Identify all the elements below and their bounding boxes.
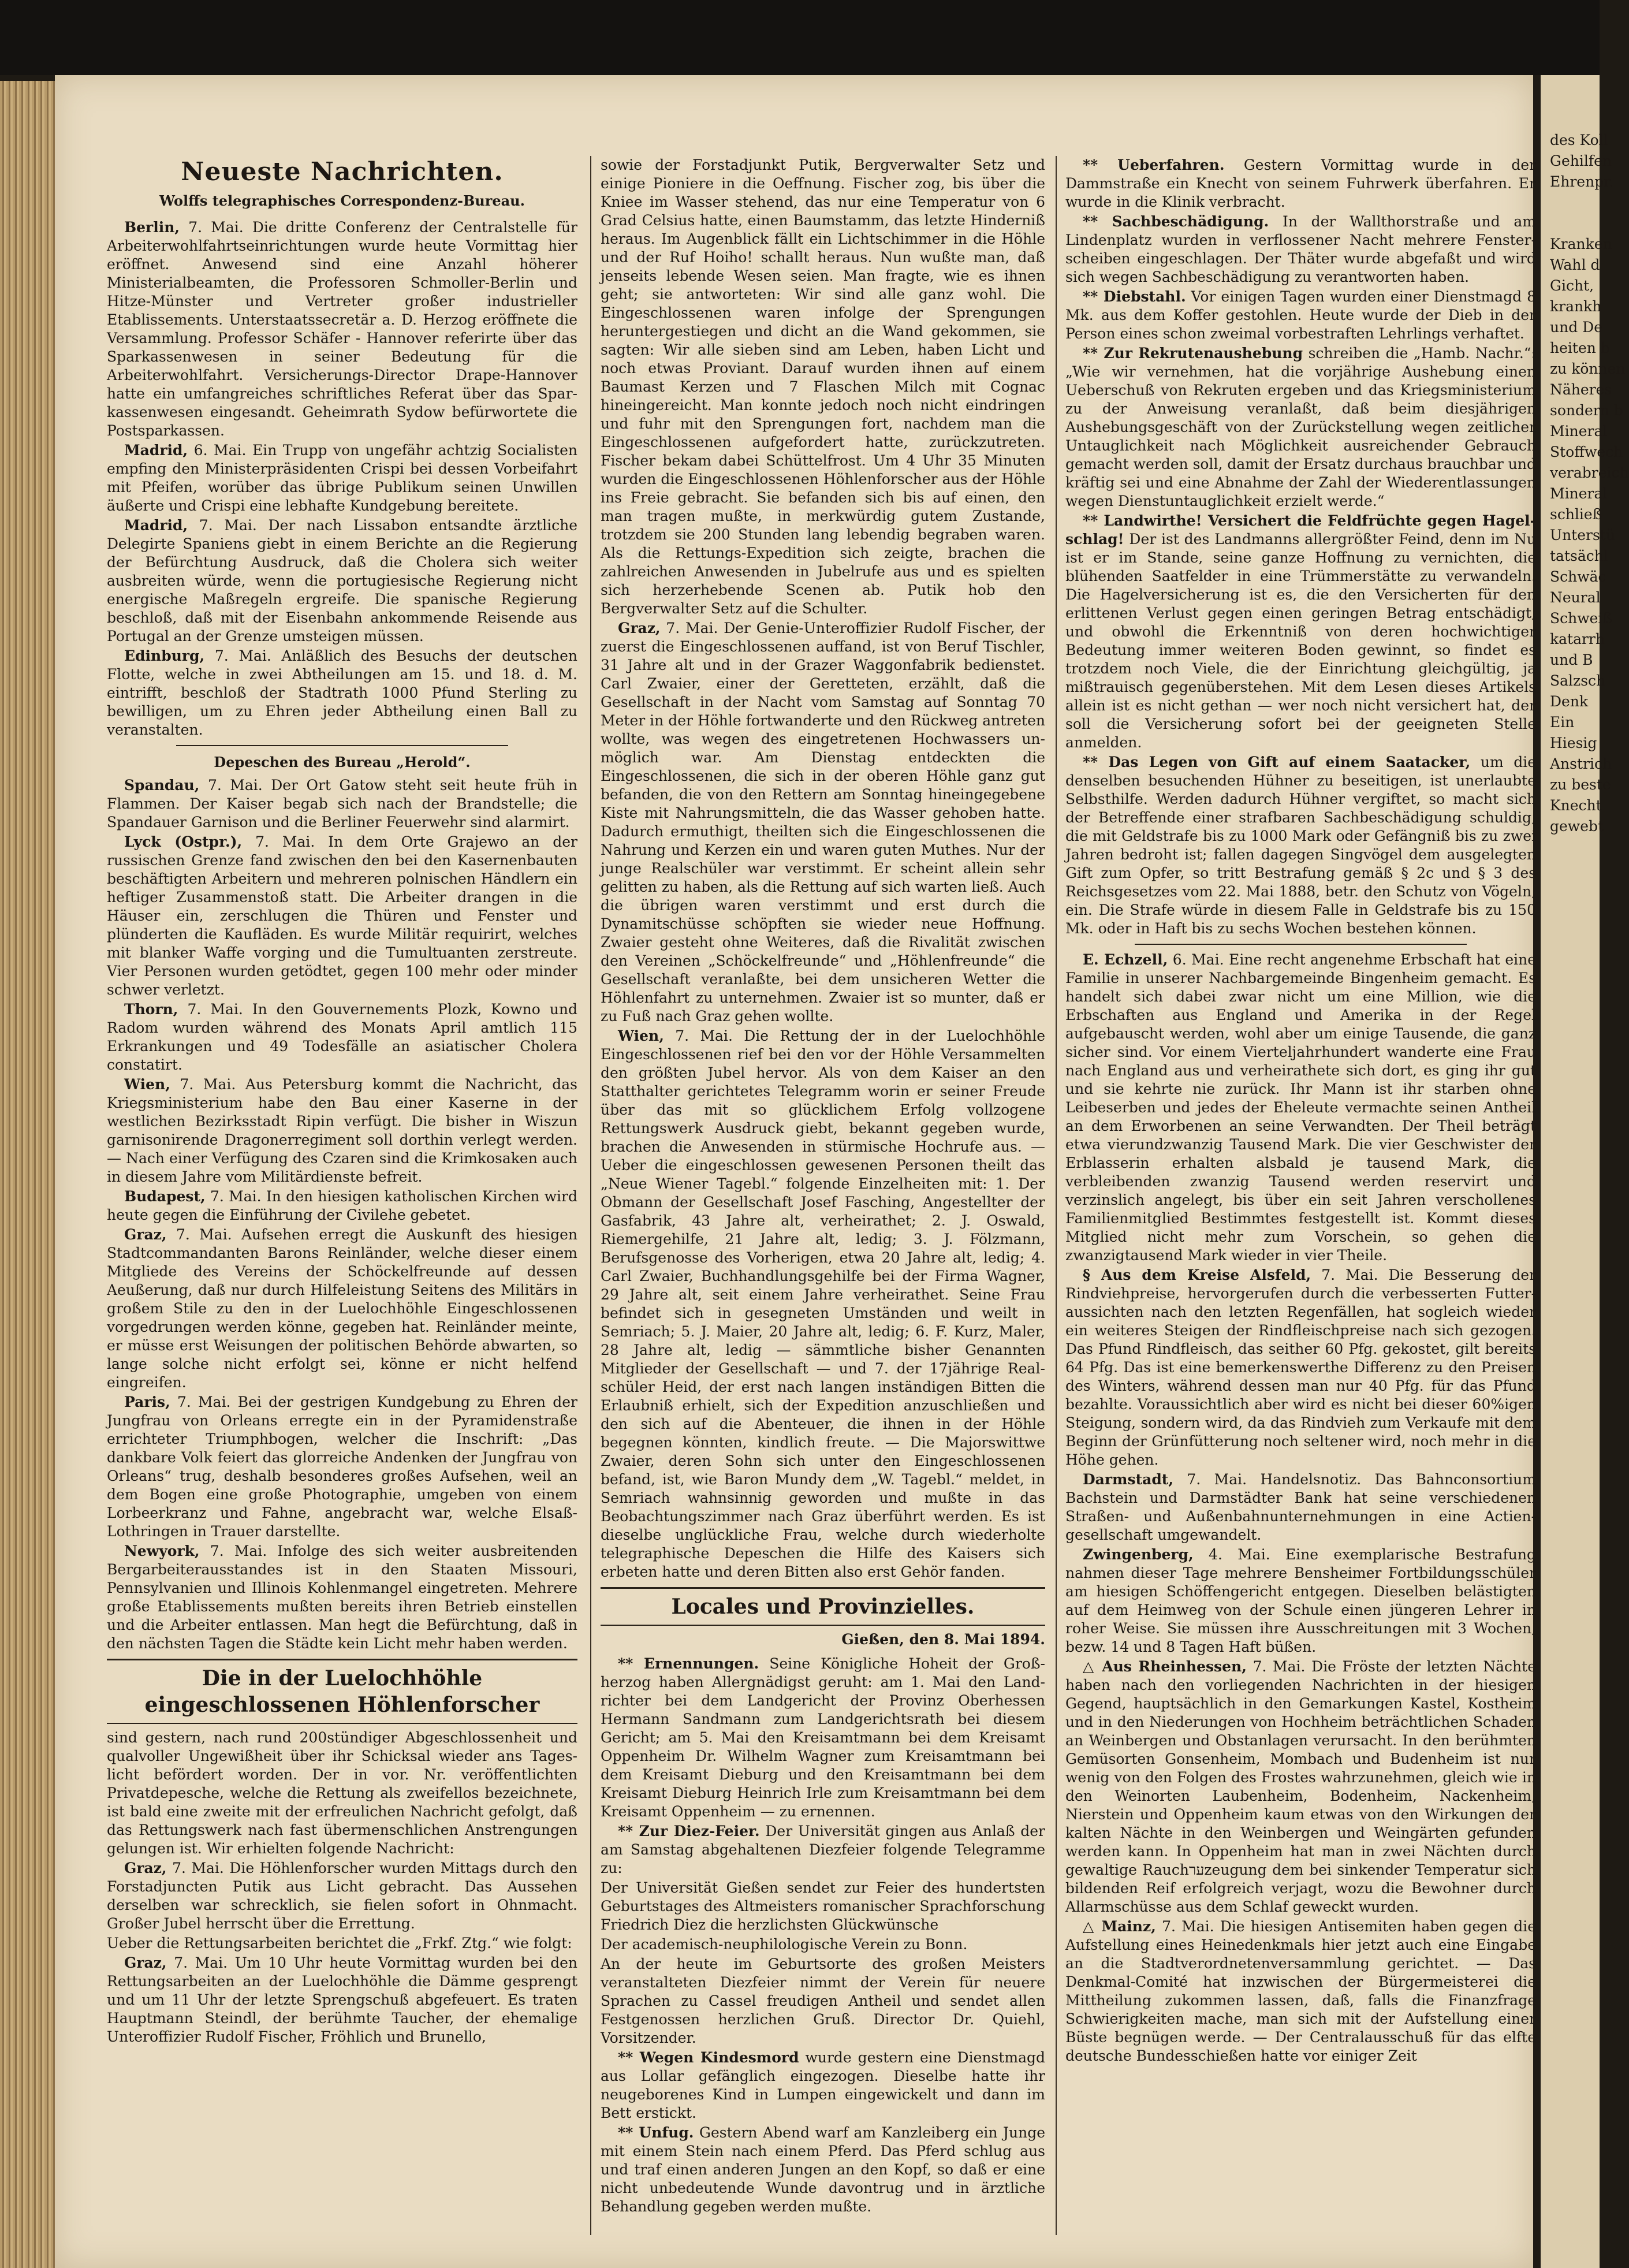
adjacent-page-line: zu können	[1550, 360, 1626, 377]
paragraph-lead: Newyork,	[124, 1543, 200, 1559]
article-paragraph	[107, 516, 577, 646]
paragraph-text: 7. Mai. Anläßlich des Besuchs der deutschen Flotte, welche in zwei Abtheilungen am 15. und 18. d. M. eintrifft, beschloß der Stadtrath 1000 Pfund Sterling zu bewilligen, um zu Ehren jeder Abtheilung einen Ball zu veranstalten.	[107, 647, 577, 738]
divider	[176, 745, 508, 746]
paragraph-text: wurde gestern eine Dienstmagd aus Lollar gefänglich eingezogen. Dieselbe hatte ihr neugeborenes Kind in Lumpen eingewickelt und dann im Bett erstickt.	[601, 2049, 1045, 2121]
adjacent-page-line: Näheres	[1550, 381, 1612, 398]
article-heading-cave: Die in der Luelochhöhle eingeschlossenen Höhlenforscher	[107, 1659, 577, 1724]
adjacent-page-line: schließ	[1550, 506, 1602, 523]
adjacent-page-line: Gehilfen	[1550, 152, 1612, 169]
paragraph-lead: △ Mainz,	[1083, 1918, 1156, 1935]
paragraph-text: Gestern Abend warf am Kanzleiberg ein Junge mit einem Stein nach einem Pferd. Das Pferd schlug aus und traf einen anderen Jungen an den Kopf, so daß er eine nicht unbedeutende Wunde davontrug und in ärztliche Behandlung gegeben werden mußte.	[601, 2124, 1045, 2215]
adjacent-page-line: zu beste	[1550, 776, 1611, 793]
article-paragraph	[601, 2124, 1045, 2216]
article-paragraph	[107, 647, 577, 739]
paragraph-text: 7. Mai. Die hiesigen Antisemiten haben gegen die Aufstellung eines Heinedenkmals hier jetzt auch eine Eingabe an die Stadtverordnetenversammlung gerichtet. — Das Denkmal-Comité hat inzwischen der Bürgermeisterei die Mittheilung zukommen lassen, daß, falls die Finanzfrage Schwierigkeiten mache, man sich mit der Aufstellung einer Büste begnügen werde. — Der Centralausschuß für das elfte deutsche Bundesschießen hatte vor einiger Zeit	[1065, 1918, 1536, 2064]
column-1	[107, 156, 577, 2241]
adjacent-page-line: des Koll	[1550, 132, 1608, 148]
article-paragraph	[107, 833, 577, 999]
adjacent-page-line: Unterstü	[1550, 527, 1615, 543]
paragraph-lead: Wien,	[124, 1076, 170, 1093]
paragraph-lead: ** Ueberfahren.	[1083, 157, 1225, 173]
paragraph-lead: ** Zur Rekrutenaushebung	[1083, 345, 1303, 362]
article-paragraph	[601, 156, 1045, 618]
article-paragraph	[1065, 1470, 1536, 1544]
adjacent-page-line: Mineral	[1550, 485, 1608, 502]
article-paragraph	[1065, 344, 1536, 511]
local-news-items-continued	[1065, 156, 1536, 938]
article-paragraph	[107, 1393, 577, 1541]
paragraph-lead: E. Echzell,	[1083, 951, 1168, 968]
paragraph-text: 7. Mai. In dem Orte Grajewo an der russischen Grenze fand zwischen den bei den Kasernenbauten beschäftigten Arbeitern und mehreren polnischen Händlern ein heftiger Zusammenstoß statt. Die Arbeiter drangen in die Häuser ein, zerschlugen die Thüren und Fenster und plünderten die Kaufläden. Es wurde Militär requirirt, welches mit blanker Waffe vorging und die Tumultuanten zerstreute. Vier Personen wurden getödtet, gegen 100 mehr oder minder schwer verletzt.	[107, 833, 577, 998]
article-paragraph	[1065, 1658, 1536, 1916]
article-paragraph	[1065, 156, 1536, 211]
paragraph-text: um die denselben besuchenden Hühner zu beseitigen, ist unerlaubte Selbsthilfe. Werden dadurch Hühner vergiftet, so macht sich der Betreffende einer strafbaren Sachbeschädigung schuldig, die mit Geldstrafe bis zu 1000 Mark oder Gefängniß bis zu zwei Jahren bedroht ist; fallen dagegen Singvögel dem ausgelegten Gift zum Opfer, so tritt Bestrafung gemäß § 2c und § 3 des Reichsgesetzes vom 22. Mai 1888, betr. den Schutz von Vögeln, ein. Die Strafe würde in diesem Falle in Geldstrafe bis zu 150 Mk. oder in Haft bis zu sechs Wochen bestehen können.	[1065, 754, 1536, 937]
cave-article	[107, 1729, 577, 2046]
article-paragraph	[601, 1879, 1045, 1934]
adjacent-page	[1541, 75, 1629, 2268]
adjacent-page-line: Schweiß	[1550, 610, 1613, 627]
column-3	[1065, 156, 1536, 2241]
adjacent-page-line: Mineral	[1550, 423, 1608, 440]
paragraph-lead: Madrid,	[124, 517, 188, 534]
adjacent-page-line: verabreich	[1550, 464, 1629, 481]
paragraph-lead: Paris,	[124, 1394, 170, 1410]
adjacent-page-line: Denk	[1550, 693, 1589, 710]
paragraph-lead: Wien,	[618, 1027, 664, 1044]
adjacent-page-line: Wahl d	[1550, 256, 1600, 273]
paragraph-text: In der Wallthorstraße und am Lindenplatz wurden in verflossener Nacht mehrere Fensterscheiben eingeschlagen. Der Thäter wurde abgefaßt und wird sich wegen Sachbeschädigung zu verantworten haben.	[1065, 213, 1536, 285]
paragraph-lead: ** Das Legen von Gift auf einem Saatacker,	[1083, 754, 1471, 770]
divider	[1135, 944, 1467, 945]
paragraph-text: 7. Mai. Die Fröste der letzten Nächte haben nach den vorliegenden Nachrichten in der hiesigen Gegend, hauptsächlich in den Gemarkungen Kastel, Kostheim und in den Niederungen von Hochheim beträchtlichen Schaden an Weinbergen und Obstanlagen verursacht. In den berühmten Gemüsorten Gonsenheim, Mombach und Budenheim ist nur wenig von den Folgen des Frostes wahrzunehmen, gleich wie in den Weinorten Laubenheim, Bodenheim, Nackenheim, Nierstein und Oppenheim kaum etwas von den Wirkungen der kalten Nächte in den Weinbergen und Weingärten gefunden werden kann. In Oppenheim hat man in zwei Nächten durch gewaltige Rauchערzeugung dem bei sinkender Temperatur sich bildenden Reif erfolgreich verjagt, wozu die Bewohner durch Allarmschüsse aus dem Schlaf geweckt wurden.	[1065, 1658, 1537, 1915]
paragraph-text: 7. Mai. In den hiesigen katholischen Kirchen wird heute gegen die Einführung der Civilehe gebetet.	[107, 1188, 577, 1223]
paragraph-lead: ** Diebstahl.	[1083, 288, 1186, 305]
paragraph-lead: Zwingenberg,	[1083, 1546, 1194, 1563]
paragraph-lead: Thorn,	[124, 1001, 178, 1018]
paragraph-text: Vor einigen Tagen wurden einer Dienstmagd 8 Mk. aus dem Koffer gestohlen. Heute wurde der Dieb in der Person eines schon zweimal vorbestraften Lehrlings verhaftet.	[1065, 288, 1536, 342]
book-page-edges	[0, 81, 55, 2268]
adjacent-page-line: Neural	[1550, 589, 1601, 606]
paragraph-text: 7. Mai. Infolge des sich weiter ausbreitenden Bergarbeiterausstandes ist in den Staaten Missouri, Pennsylvanien und Illinois Kohlenmangel eingetreten. Mehrere große Etablissements mußten bereits ihren Betrieb einstellen und die Arbeiter entlassen. Man hegt die Befürchtung, daß in den nächsten Tagen die Städte kein Licht mehr haben werden.	[107, 1543, 577, 1652]
paragraph-text: sowie der Forstadjunkt Putik, Bergverwalter Setz und einige Pioniere in die Oeffnung. Fischer zog, bis über die Kniee im Wasser stehend, das nur eine Temperatur von 6 Grad Celsius hatte, einen Baumstamm, das letzte Hinderniß heraus. Im Augenblick fällt ein Lichtschimmer in die Höhle und der Ruf Hoiho! schallt heraus. Nun wußte man, daß jenseits lebende Wesen seien. Man fragte, wie es ihnen geht; sie antworteten: Wir sind alle ganz wohl. Die Eingeschlossenen waren infolge der Sprengungen heruntergestiegen und dicht an die Wand gekommen, sie sagten: Wir alle sieben sind am Leben, haben Licht und noch etwas Proviant. Darauf wurden ihnen auf einem Baumast Kerzen und 7 Flaschen Milch mit Cognac hineingereicht. Man konnte jedoch noch nicht eindringen und fuhr mit den Sprengungen fort, nachdem man die Eingeschlossenen aufgefordert hatte, zurückzutreten. Fischer bekam dabei Schüttelfrost. Um 4 Uhr 35 Minuten wurden die Eingeschlossenen Höhlenforscher aus der Höhle ins Freie gebracht. Sie befanden sich bis auf einen, den man tragen mußte, in merkwürdig gutem Zustande, trotzdem sie 200 Stunden lang lebendig begraben waren. Als die Rettungs-Expedition sich zeigte, brachen die zahlreichen Anwesenden in Jubelrufe aus und es spielten sich herzerhebende Scenen ab. Putik hob den Bergverwalter Setz auf die Schulter.	[601, 157, 1045, 617]
paragraph-text: Gestern Vormittag wurde in der Dammstraße ein Knecht von seinem Fuhrwerk überfahren. Er wurde in die Klinik verbracht.	[1065, 157, 1537, 210]
article-paragraph	[1065, 512, 1536, 752]
cave-article-continued	[601, 156, 1045, 1581]
adjacent-page-line: katarrh	[1550, 631, 1605, 647]
adjacent-page-line: Schwäc	[1550, 568, 1606, 585]
paragraph-lead: § Aus dem Kreise Alsfeld,	[1083, 1267, 1311, 1283]
article-paragraph	[601, 1027, 1045, 1581]
paragraph-text: 7. Mai. In den Gouvernements Plozk, Kowno und Radom wurden während des Monats April amtlich 115 Erkrankungen und 49 Todesfälle an asiatischer Cholera constatirt.	[107, 1001, 577, 1073]
article-paragraph	[107, 1226, 577, 1392]
adjacent-page-line: Salzsch	[1550, 672, 1606, 689]
article-paragraph	[601, 1955, 1045, 2047]
article-paragraph	[107, 776, 577, 832]
adjacent-page-line: Anstrich	[1550, 755, 1612, 772]
article-paragraph	[1065, 213, 1536, 286]
article-paragraph	[1065, 753, 1536, 938]
adjacent-page-line	[1545, 213, 1629, 234]
paragraph-lead: Graz,	[124, 1954, 167, 1971]
paragraph-text: 7. Mai. Aus Petersburg kommt die Nachricht, das Kriegsministerium habe den Bau einer Kaserne in der westlichen Bezirksstadt Ripin verfügt. Die bisher in Wiszun garnisonirende Dragonerregiment soll dorthin verlegt werden. — Nach einer Verfügung des Czaren sind die Krimkosaken auch in diesem Jahre vom Militärdienste befreit.	[107, 1076, 577, 1185]
adjacent-page-line: Knecht	[1550, 797, 1602, 814]
article-paragraph	[107, 218, 577, 440]
paragraph-text: 7. Mai. Der Genie-Unteroffizier Rudolf Fischer, der zuerst die Eingeschlossenen auffand, ist von Beruf Tischler, 31 Jahre alt und in der Grazer Waggonfabrik bedienstet. Carl Zwaier, einer der Geretteten, erzählt, daß die Gesellschaft in der Nacht vom Samstag auf Sonntag 70 Meter in der Höhle fortwanderte und den Rückweg antreten wollte, was wegen des eingetretenen Hochwassers unmöglich war. Am Dienstag entdeckten die Eingeschlossenen, die sich in der oberen Höhle ganz gut befanden, die von den Rettern am Sonntag hineingegebene Kiste mit Nahrungsmitteln, die das Wasser gehoben hatte. Dadurch ermuthigt, theilten sich die Eingeschlossenen die Nahrung und Kerzen ein und waren guten Muthes. Nur der junge Realschüler war verstimmt. Er scheint allein sehr gelitten zu haben, als die Rettung auf sich warten ließ. Auch die übrigen waren verstimmt und erst durch die Dynamitschüsse schöpften sie wieder neue Hoffnung. Zwaier gesteht ohne Weiteres, daß die Rivalität zwischen den Vereinen „Schöckelfreunde“ und „Höhlenfreunde“ die Gesellschaft veranlaßte, bei dem unsicheren Wetter die Höhlenfahrt zu unternehmen. Zwaier ist so munter, daß er zu Fuß nach Graz gehen wollte.	[601, 620, 1045, 1025]
adjacent-page-line: und De	[1550, 319, 1602, 336]
dateline: Gießen, den 8. Mai 1894.	[841, 1631, 1045, 1648]
paragraph-text: 7. Mai. Die Rettung der in der Luelochhöhle Eingeschlossenen rief bei den vor der Höhle Versammelten den größten Jubel hervor. Als von dem Kaiser an den Statthalter gerichtetes Telegramm worin er seiner Freude über das mit so glücklichem Erfolg vollzogene Rettungswerk Ausdruck giebt, bekannt gegeben wurde, brachen die Anwesenden in stürmische Hochrufe aus. — Ueber die eingeschlossen gewesenen Personen theilt das „Neue Wiener Tagebl.“ folgende Einzelheiten mit: 1. Der Obmann der Gesellschaft Josef Fasching, Angestellter der Gasfabrik, 43 Jahre alt, verheirathet; 2. J. Oswald, Riemergehilfe, 21 Jahre alt, ledig; 3. J. Fölzmann, Berufsgenosse des Vorherigen, etwa 20 Jahre alt, ledig; 4. Carl Zwaier, Buchhandlungsgehilfe bei der Firma Wagner, 29 Jahre alt, seit einem Jahre verheirathet. Seine Frau befindet sich in gesegneten Umständen und weilt in Semriach; 5. J. Maier, 20 Jahre alt, ledig; 6. F. Kurz, Maler, 28 Jahre alt, ledig — sämmtliche bisher Genannten Mitglieder der Gesellschaft — und 7. der 17jährige Realschüler Heid, der erst nach langen inständigen Bitten die Erlaubniß erhielt, sich der Expedition anzuschließen und den sich auf die Abenteuer, die ihnen in der Höhle begegnen könnten, kindlich freute. — Die Majorswittwe Zwaier, deren Sohn sich unter den Eingeschlossenen befand, ist, wie Baron Mundy dem „W. Tagebl.“ meldet, in Semriach wahnsinnig geworden und mußte in das Beobachtungszimmer nach Graz überführt werden. Es ist dieselbe unglückliche Frau, welche durch wiederholte telegraphische Depeschen die Hilfe des Kaisers sich erbeten hatte und deren Bitten also erst Gehör fanden.	[601, 1027, 1045, 1580]
article-paragraph	[107, 1075, 577, 1186]
paragraph-lead: ** Zur Diez-Feier.	[618, 1823, 760, 1839]
paragraph-lead: Lyck (Ostpr.),	[124, 833, 243, 850]
adjacent-page-line: Gicht,	[1550, 277, 1594, 294]
paragraph-lead: Graz,	[124, 1860, 167, 1876]
paragraph-text: Der Universität gingen aus Anlaß der am Samstag abgehaltenen Diezfeier folgende Telegramme zu:	[601, 1823, 1045, 1876]
paragraph-lead: Graz,	[618, 620, 661, 636]
paragraph-text: sind gestern, nach rund 200stündiger Abgeschlossenheit und qualvoller Ungewißheit über ihr Schicksal wieder ans Tageslicht befördert worden. Der in vor. Nr. veröffentlichten Privatdepesche, welche die Rettung als zweifellos bezeichnete, ist bald eine zweite mit der erfreulichen Nachricht gefolgt, daß das Rettungswerk nach fast übermenschlichen Anstrengungen gelungen ist. Wir erhielten folgende Nachricht:	[107, 1729, 577, 1857]
column-divider	[590, 156, 591, 2235]
article-paragraph	[107, 1934, 577, 1953]
news-agency-line: Wolffs telegraphisches Correspondenz-Bureau.	[159, 192, 525, 209]
adjacent-page-line: und B	[1550, 651, 1593, 668]
paragraph-text: 7. Mai. Aufsehen erregt die Auskunft des hiesigen Stadtcommandanten Barons Reinländer, welche dieser einem Mitgliede des Vereins der Schöckelfreunde auf dessen Aeußerung, daß nur durch Hilfeleistung Seitens des Militärs in großem Stile zu den in der Luelochhöhle Eingeschlossenen vorgedrungen werden könne, gegeben hat. Reinländer meinte, er müsse erst Weisungen der politischen Behörde abwarten, so lange solche nicht erfolgt sei, könne er nicht helfend eingreifen.	[107, 1226, 577, 1391]
paragraph-lead: Berlin,	[124, 219, 180, 236]
article-paragraph	[601, 1935, 1045, 1954]
adjacent-page-line: Kranken	[1550, 236, 1612, 252]
scan-background	[0, 0, 1600, 75]
paragraph-text: Der academisch-neuphilologische Verein zu Bonn.	[601, 1936, 968, 1953]
article-paragraph	[1065, 1266, 1536, 1469]
article-paragraph	[601, 2049, 1045, 2122]
article-paragraph	[601, 619, 1045, 1026]
paragraph-lead: Graz,	[124, 1226, 167, 1243]
article-paragraph	[107, 1187, 577, 1224]
adjacent-page-line: Ehrenpr.	[1550, 173, 1614, 190]
news-items	[107, 218, 577, 739]
adjacent-page-line: sondern b	[1550, 402, 1623, 419]
adjacent-page-line: heiten b	[1550, 340, 1610, 356]
article-paragraph	[107, 1954, 577, 2046]
paragraph-lead: Budapest,	[124, 1188, 206, 1205]
paragraph-text: 7. Mai. Die Besserung der Rindviehpreise, hervorgerufen durch die verbesserten Futteraussichten nach den letzten Regenfällen, hat sogleich wieder ein weiteres Steigen der Rindfleischpreise nach sich gezogen. Das Pfund Rindfleisch, das seither 60 Pfg. gekostet, gilt bereits 64 Pfg. Das ist eine bemerkenswerthe Differenz zu den Preisen des Winters, während dessen man nur 40 Pfg. für das Pfund bezahlte. Voraussichtlich aber wird es nicht bei dieser 60%igen Steigung, sondern wird, da das Rindvieh zum Verkaufe mit dem Beginn der Grünfütterung noch seltener wird, noch mehr in die Höhe gehen.	[1065, 1267, 1536, 1468]
adjacent-page-text	[1541, 130, 1629, 837]
article-paragraph	[107, 1000, 577, 1074]
paragraph-text: Ueber die Rettungsarbeiten berichtet die „Frkf. Ztg.“ wie folgt:	[107, 1935, 572, 1952]
news-items-herold	[107, 776, 577, 1653]
regional-news-items	[1065, 951, 1536, 2065]
paragraph-text: 6. Mai. Ein Trupp von ungefähr achtzig Socialisten empfing den Ministerpräsidenten Crispi bei dessen Vorbeifahrt mit Pfeifen, worüber das übrige Publikum seinen Unwillen äußerte und Crispi eine lebhafte Kundgebung bereitete.	[107, 442, 577, 514]
adjacent-page-line: Ein	[1550, 714, 1575, 731]
paragraph-text: 6. Mai. Eine recht angenehme Erbschaft hat eine Familie in unserer Nachbargemeinde Bingenheim gemacht. Es handelt sich dabei zwar nicht um eine Million, wie die Erbschaften aus England und Amerika in der Regel aufgebauscht werden, wohl aber um einige Tausende, die ganz sicher sind. Vor einem Vierteljahrhundert wanderte eine Frau nach England aus und verheirathete sich dort, es ging ihr gut und sie kehrte nie zurück. Ihr Mann ist ihr starben ohne Leibeserben und jedes der Eheleute vermachte seinen Antheil an dem Erworbenen an seine Verwandten. Der Theil beträgt etwa vierundzwanzig Tausend Mark. Die vier Geschwister der Erblasserin erhalten alsbald je tausend Mark, die verbleibenden zwanzig Tausend werden reservirt und verzinslich angelegt, bis über ein seit Jahren verschollenes Familienmitglied Bestimmtes festgestellt ist. Kommt dieses Mitglied nicht mehr zum Vorschein, so gehen die zwanzigtausend Mark wieder in vier Theile.	[1065, 951, 1537, 1264]
local-news-items	[601, 1655, 1045, 2216]
paragraph-lead: △ Aus Rheinhessen,	[1083, 1658, 1247, 1675]
paragraph-text: Der ist des Landmanns allergrößter Feind, denn im Nu ist er im Stande, seine ganze Hoffnung zu vernichten, die blühenden Saatfelder in eine Trümmerstätte zu verwandeln. Die Hagelversicherung ist es, die den Versicherten für den erlittenen Verlust gegen einen geringen Betrag entschädigt, und obwohl die Erkenntniß von deren hochwichtiger Bedeutung immer weiteren Boden gewinnt, so findet es trotzdem noch Viele, die der Einrichtung gleichgültig, ja mißtrauisch gegenüberstehen. Mit dem Lesen dieses Artikels allein ist es nicht gethan — wer noch nicht versichert hat, der soll die Versicherung sofort bei der geeigneten Stelle anmelden.	[1065, 531, 1536, 751]
article-paragraph	[107, 1542, 577, 1653]
paragraph-text: An der heute im Geburtsorte des großen Meisters veranstalteten Diezfeier nimmt der Verein für neuere Sprachen zu Cassel freudigen Antheil und sendet allen Festgenossen herzlichen Gruß. Director Dr. Quiehl, Vorsitzender.	[601, 1956, 1045, 2046]
article-paragraph	[107, 1729, 577, 1858]
section-heading-news: Neueste Nachrichten.	[181, 157, 504, 187]
section-heading-local: Locales und Provinzielles.	[601, 1587, 1045, 1626]
article-paragraph	[1065, 1545, 1536, 1656]
paragraph-lead: Darmstadt,	[1083, 1471, 1174, 1488]
paragraph-lead: ** Wegen Kindesmord	[618, 2049, 799, 2066]
paragraph-text: 4. Mai. Eine exemplarische Bestrafung nahmen dieser Tage mehrere Bensheimer Fortbildungsschüler am hiesigen Schöffengericht entgegen. Dieselben belästigten auf dem Heimweg von der Schule einen jüngeren Lehrer in roher Weise. Sie müssen ihre Ausschreitungen mit 3 Wochen, bezw. 14 und 8 Tagen Haft büßen.	[1065, 1546, 1536, 1655]
adjacent-page-line: Hiesig	[1550, 735, 1597, 751]
paragraph-lead: Madrid,	[124, 442, 188, 459]
article-paragraph	[107, 1859, 577, 1933]
paragraph-lead: ** Sachbeschädigung.	[1083, 213, 1269, 230]
article-paragraph	[1065, 1917, 1536, 2065]
paragraph-lead: Spandau,	[124, 777, 200, 794]
column-divider	[1056, 156, 1057, 2235]
paragraph-text: Der Universität Gießen sendet zur Feier des hundertsten Geburtstages des Altmeisters romanischer Sprachforschung Friedrich Diez die herzlichsten Glückwünsche	[601, 1879, 1045, 1933]
adjacent-page-line: Stoffwech	[1550, 444, 1623, 460]
paragraph-text: 7. Mai. Der Ort Gatow steht seit heute früh in Flammen. Der Kaiser begab sich nach der Brandstelle; die Spandauer Garnison und die Berliner Feuerwehr sind alarmirt.	[107, 777, 577, 831]
paragraph-text: 7. Mai. Handelsnotiz. Das Bahnconsortium Bachstein und Darmstädter Bank hat seine verschiedenen Straßen- und Außenbahnunternehmungen in eine Actiengesellschaft umgewandelt.	[1065, 1471, 1536, 1543]
paragraph-lead: ** Ernennungen.	[618, 1655, 759, 1672]
paragraph-text: 7. Mai. Der nach Lissabon entsandte ärztliche Delegirte Spaniens giebt in einem Berichte an die Regierung der Befürchtung Ausdruck, daß die Cholera sich weiter ausbreiten würde, wenn die portugiesische Regierung nicht energische Maßregeln ergreife. Die spanische Regierung beschloß, daß mit der Eisenbahn ankommende Reisende aus Portugal an der Grenze umsteigen müssen.	[107, 517, 577, 645]
paragraph-text: 7. Mai. Die dritte Conferenz der Centralstelle für Arbeiterwohlfahrtseinrichtungen wurde heute Vormittag hier eröffnet. Anwesend sind eine Anzahl höherer Ministerialbeamten, die Professoren Schmoller-Berlin und Hitze-Münster und Vertreter großer industrieller Etablissements. Unterstaatssecretär a. D. Herzog eröffnete die Versammlung. Professor Schäfer - Hannover referirte über das Sparkassenwesen in seiner Bedeutung für die Arbeiterwohlfahrt. Versicherungs-Director Drape-Hannover hatte ein umfangreiches schriftliches Referat über das Sparkassenwesen eingesandt. Geheimrath Sydow befürwortete die Postsparkassen.	[107, 219, 577, 439]
paragraph-text: 7. Mai. Bei der gestrigen Kundgebung zu Ehren der Jungfrau von Orleans erregte ein in der Pyramidenstraße errichteter Triumphbogen, welcher die Inschrift: „Das dankbare Volk feiert das glorreiche Andenken der Jungfrau von Orleans“ trug, deshalb besonderes großes Aufsehen, weil an dem Bogen eine große Photographie, umgeben von einem Lorbeerkranz und Fahne, angebracht war, welche Elsaß-Lothringen in Trauer darstellte.	[107, 1394, 577, 1540]
article-paragraph	[1065, 951, 1536, 1265]
subsection-heading: Depeschen des Bureau „Herold“.	[214, 754, 471, 770]
paragraph-lead: ** Landwirthe! Versichert die Feldfrüchte gegen Hagelschlag!	[1065, 512, 1536, 548]
article-paragraph	[601, 1822, 1045, 1878]
adjacent-page-line: gewebt	[1550, 818, 1604, 835]
paragraph-text: schreiben die „Hamb. Nachr.“: „Wie wir vernehmen, hat die vorjährige Aushebung einen Ueberschuß von Rekruten ergeben und das Kriegsministerium zu der Anweisung veranlaßt, daß beim diesjährigen Aushebungsgeschäft von der Zurückstellung wegen zeitlicher Untauglichkeit nach Möglichkeit ausreichender Gebrauch gemacht werden soll, damit der Ersatz durchaus brauchbar und kräftig sei und eine Abnahme der Zahl der Wiederentlassungen wegen Dienstuntauglichkeit erzielt werde.“	[1065, 345, 1536, 509]
adjacent-page-line: krankh	[1550, 298, 1602, 315]
paragraph-text: 7. Mai. Die Höhlenforscher wurden Mittags durch den Forstadjuncten Putik aus Licht gebracht. Das Aussehen derselben war schrecklich, sie fielen sofort in Ohnmacht. Großer Jubel herrscht über die Errettung.	[107, 1860, 577, 1932]
paragraph-text: 7. Mai. Um 10 Uhr heute Vormittag wurden bei den Rettungsarbeiten an der Luelochhöhle die Dämme gesprengt und um 11 Uhr der letzte Sprengschuß abgefeuert. Es traten Hauptmann Steindl, der berühmte Taucher, der ehemalige Unteroffizier Rudolf Fischer, Fröhlich und Brunello,	[107, 1954, 577, 2045]
paragraph-lead: ** Unfug.	[618, 2124, 694, 2141]
paragraph-lead: Edinburg,	[124, 647, 205, 664]
adjacent-page-line	[1545, 192, 1629, 213]
column-2	[601, 156, 1045, 2241]
adjacent-page-line: tatsächl	[1550, 548, 1608, 564]
article-paragraph	[601, 1655, 1045, 1821]
article-paragraph	[1065, 288, 1536, 343]
paragraph-text: Seine Königliche Hoheit der Großherzog haben Allergnädigst geruht: am 1. Mai den Landrichter bei dem Landgericht der Provinz Oberhessen Hermann Sandmann zum Landgerichtsrath bei diesem Gericht; am 5. Mai den Kreisamtmann bei dem Kreisamt Oppenheim Dr. Wilhelm Wagner zum Kreisamtmann bei dem Kreisamt Dieburg und den Kreisamtmann bei dem Kreisamt Dieburg Heinrich Irle zum Kreisamtmann bei dem Kreisamt Oppenheim — zu ernennen.	[601, 1655, 1045, 1820]
article-paragraph	[107, 441, 577, 515]
